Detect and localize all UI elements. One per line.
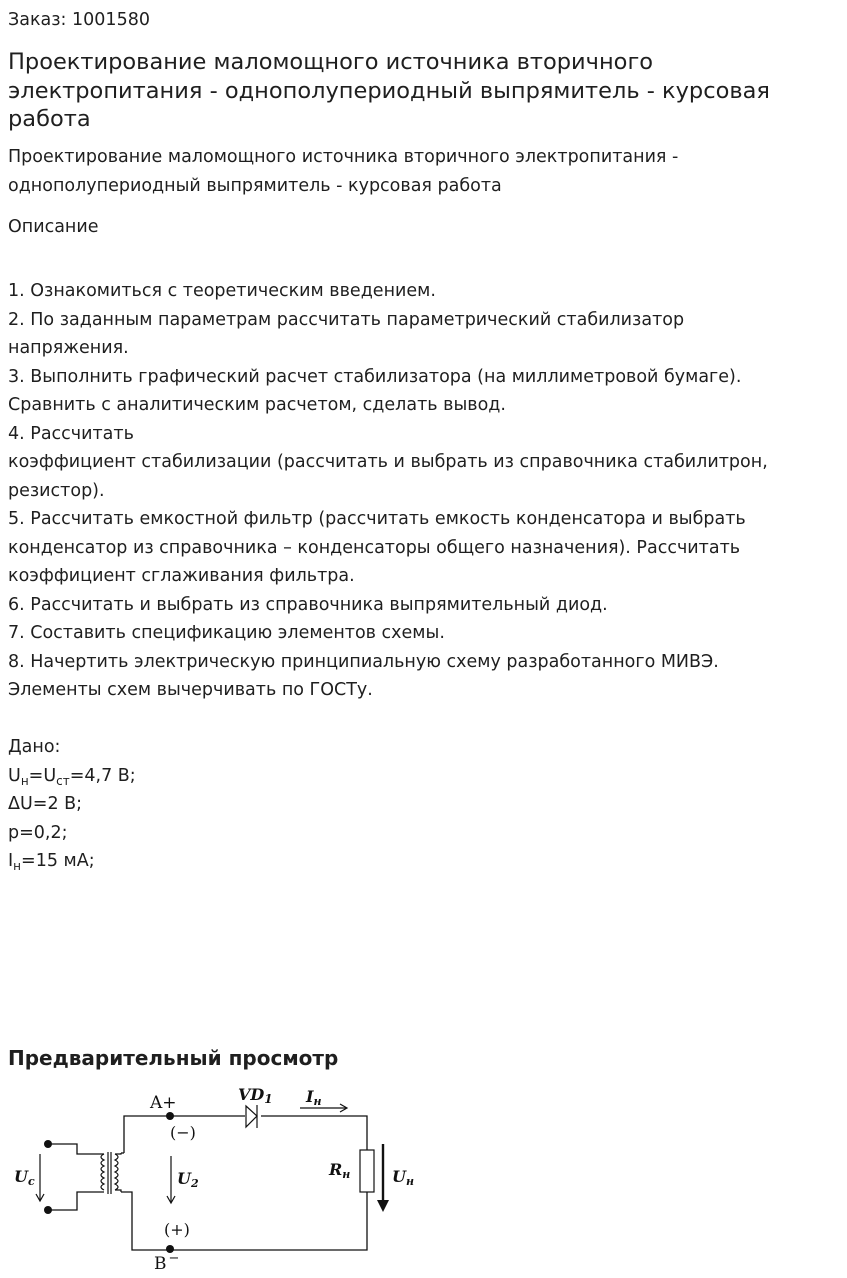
node-a xyxy=(166,1112,174,1120)
order-label: Заказ: xyxy=(8,10,67,30)
description-line: напряжения. xyxy=(8,338,129,358)
given-ust-sub: ст xyxy=(56,773,70,788)
label-plus: (+) xyxy=(164,1220,190,1239)
resistor-symbol xyxy=(360,1150,374,1192)
order-number: 1001580 xyxy=(72,10,150,30)
description-line: Сравнить с аналитическим расчетом, сделать вывод. xyxy=(8,395,506,415)
given-current xyxy=(8,847,844,876)
given-i-sub: н xyxy=(13,859,22,873)
label-current: Iн xyxy=(306,1087,322,1108)
given-u-value: =4,7 В; xyxy=(69,765,136,786)
description-line: коэффициент сглаживания фильтра. xyxy=(8,566,355,586)
description-line: резистор). xyxy=(8,480,105,501)
description-line: 1. Ознакомиться с теоретическим введением. xyxy=(8,281,436,301)
description-line: 6. Рассчитать и выбрать из справочника выпрямительный диод. xyxy=(8,594,608,615)
page-title xyxy=(8,48,838,134)
label-vd: VD1 xyxy=(238,1085,273,1106)
given-u-symbol: U xyxy=(8,765,21,786)
description-line: 3. Выполнить графический расчет стабилизатора (на миллиметровой бумаге). xyxy=(8,366,742,387)
description-line: 2. По заданным параметрам рассчитать параметрический стабилизатор xyxy=(8,309,685,330)
description-line: 5. Рассчитать емкостной фильтр (рассчитать емкость конденсатора и выбрать xyxy=(8,509,746,529)
input-terminal-top xyxy=(44,1140,52,1148)
description-line: Элементы схем вычерчивать по ГОСТу. xyxy=(8,680,373,700)
title-line: электропитания - однополупериодный выпрямитель - курсовая xyxy=(8,77,770,104)
schematic-wires xyxy=(48,1116,367,1250)
given-i-symbol: I xyxy=(8,851,14,871)
diode-symbol xyxy=(246,1105,257,1128)
description-line: 7. Составить спецификацию элементов схемы. xyxy=(8,623,445,643)
label-a: A+ xyxy=(150,1093,177,1113)
description-line: 4. Рассчитать xyxy=(8,423,134,444)
given-i-value: =15 мА; xyxy=(21,851,95,871)
label-uc: Uc xyxy=(14,1167,35,1188)
given-heading: Дано: xyxy=(8,737,61,757)
given-voltage xyxy=(8,762,844,791)
preview-heading: Предварительный просмотр xyxy=(8,1046,339,1070)
given-block xyxy=(8,733,844,876)
label-un: Uн xyxy=(392,1167,414,1188)
rectifier-schematic xyxy=(8,1082,428,1274)
transformer-symbol xyxy=(101,1152,121,1194)
order-line xyxy=(8,9,150,31)
given-delta-u: ΔU=2 В; xyxy=(8,794,83,814)
input-terminal-bottom xyxy=(44,1206,52,1214)
subtitle-line: Проектирование маломощного источника вторичного электропитания - xyxy=(8,147,679,167)
title-line: Проектирование маломощного источника вторичного xyxy=(8,49,654,75)
given-u-eq: =U xyxy=(28,765,57,786)
load-arrow-head xyxy=(377,1200,389,1212)
label-b: B − xyxy=(154,1251,180,1274)
given-u-sub: н xyxy=(20,773,29,788)
given-p: p=0,2; xyxy=(8,822,68,843)
label-minus: (−) xyxy=(170,1123,196,1142)
blank-line xyxy=(8,705,844,734)
description-line: конденсатор из справочника – конденсаторы общего назначения). Рассчитать xyxy=(8,537,741,558)
description-line: коэффициент стабилизации (рассчитать и выбрать из справочника стабилитрон, xyxy=(8,452,768,472)
title-line: работа xyxy=(8,106,91,132)
subtitle-line: однополупериодный выпрямитель - курсовая работа xyxy=(8,175,502,196)
label-rn: Rн xyxy=(329,1160,351,1181)
page-subtitle xyxy=(8,143,838,200)
description-heading: Описание xyxy=(8,217,99,237)
description-line: 8. Начертить электрическую принципиальную схему разработанного МИВЭ. xyxy=(8,651,719,672)
label-u2: U2 xyxy=(177,1169,199,1190)
description-body xyxy=(8,277,844,876)
